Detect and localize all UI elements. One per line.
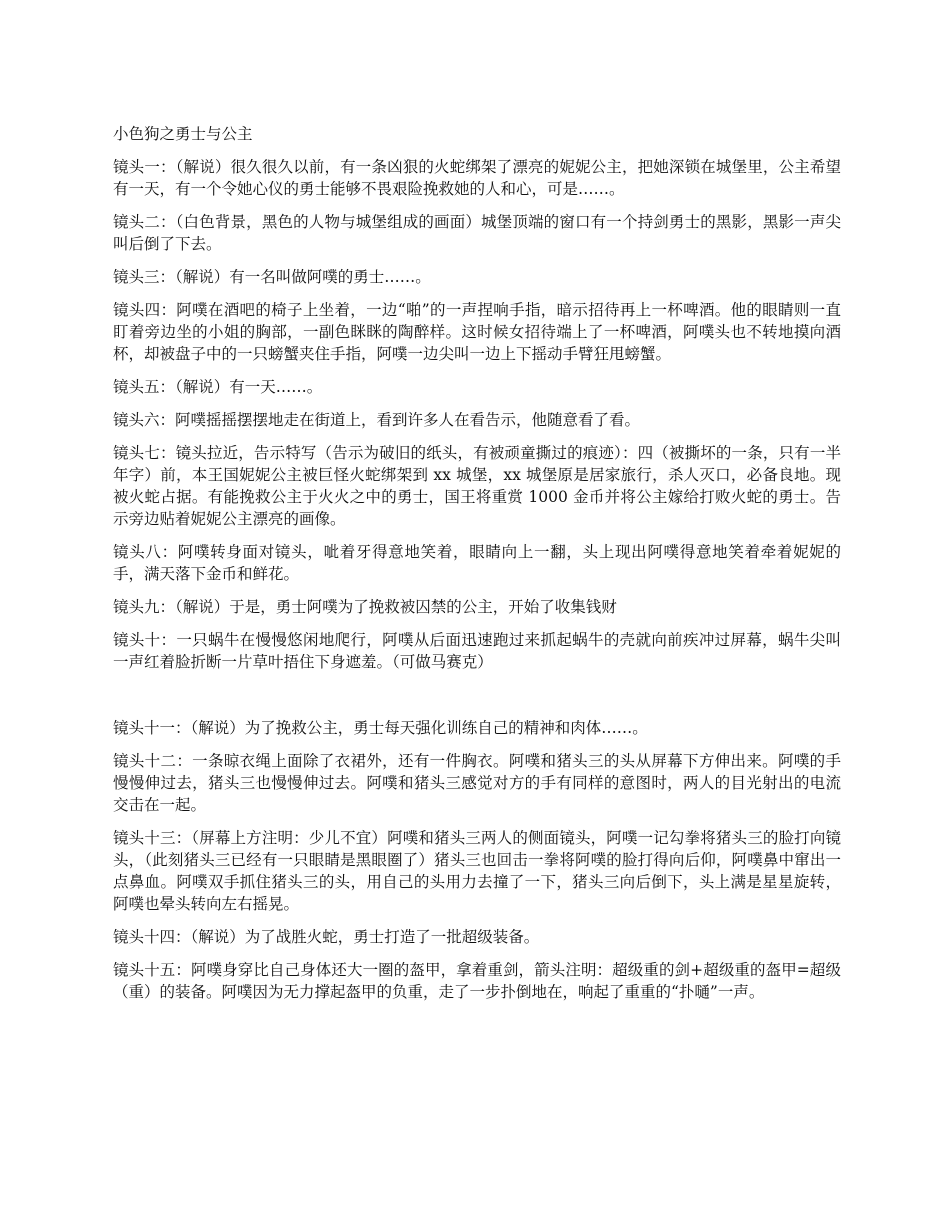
section-gap	[113, 684, 841, 717]
paragraph-shot-4: 镜头四：阿噗在酒吧的椅子上坐着，一边“啪”的一声捏响手指，暗示招待再上一杯啤酒。他的眼睛则一直盯着旁边坐的小姐的胸部，一副色眯眯的陶醉样。这时候女招待端上了一杯啤酒，阿噗头也不转地摸向酒杯，却被盘子中的一只螃蟹夹住手指，阿噗一边尖叫一边上下摇动手臂狂甩螃蟹。	[113, 301, 841, 363]
paragraph-shot-15: 镜头十五：阿噗身穿比自己身体还大一圈的盔甲，拿着重剑，箭头注明：超级重的剑+超级重的盔甲=超级（重）的装备。阿噗因为无力撑起盔甲的负重，走了一步扑倒地在，响起了重重的“扑嗵”一声。	[113, 961, 841, 1001]
paragraph-shot-9: 镜头九：（解说）于是，勇士阿噗为了挽救被囚禁的公主，开始了收集钱财	[113, 598, 617, 616]
paragraph-shot-6: 镜头六：阿噗摇摇摆摆地走在街道上，看到许多人在看告示，他随意看了看。	[113, 411, 641, 429]
paragraph-shot-7: 镜头七：镜头拉近，告示特写（告示为破旧的纸头，有被顽童撕过的痕迹）：四（被撕坏的一条，只有一半年字）前，本王国妮妮公主被巨怪火蛇绑架到 xx 城堡，xx 城堡原是居家旅行，杀人灭口，必备良地。现被火蛇占据。有能挽救公主于火火之中的勇士，国王将重赏 1000 金币并将公主嫁给打败火蛇的勇士。告示旁边贴着妮妮公主漂亮的画像。	[113, 444, 841, 528]
paragraph-shot-13: 镜头十三：（屏幕上方注明：少儿不宜）阿噗和猪头三两人的侧面镜头，阿噗一记勾拳将猪头三的脸打向镜头，（此刻猪头三已经有一只眼睛是黑眼圈了）猪头三也回击一拳将阿噗的脸打得向后仰，阿噗鼻中窜出一点鼻血。阿噗双手抓住猪头三的头，用自己的头用力去撞了一下，猪头三向后倒下，头上满是星星旋转，阿噗也晕头转向左右摇晃。	[113, 829, 841, 913]
paragraph-shot-10: 镜头十：一只蜗牛在慢慢悠闲地爬行，阿噗从后面迅速跑过来抓起蜗牛的壳就向前疾冲过屏幕，蜗牛尖叫一声红着脸折断一片草叶捂住下身遮羞。（可做马赛克）	[113, 631, 841, 671]
document-title: 小色狗之勇士与公主	[113, 125, 253, 143]
paragraph-shot-12: 镜头十二：一条晾衣绳上面除了衣裙外，还有一件胸衣。阿噗和猪头三的头从屏幕下方伸出来。阿噗的手慢慢伸过去，猪头三也慢慢伸过去。阿噗和猪头三感觉对方的手有同样的意图时，两人的目光射出的电流交击在一起。	[113, 752, 841, 814]
paragraph-shot-2: 镜头二：（白色背景，黑色的人物与城堡组成的画面）城堡顶端的窗口有一个持剑勇士的黑影，黑影一声尖叫后倒了下去。	[113, 213, 841, 253]
paragraph-shot-5: 镜头五：（解说）有一天……。	[113, 378, 323, 396]
paragraph-shot-11: 镜头十一：（解说）为了挽救公主，勇士每天强化训练自己的精神和肉体……。	[113, 719, 648, 737]
paragraph-shot-3: 镜头三：（解说）有一名叫做阿噗的勇士……。	[113, 268, 431, 286]
paragraph-shot-8: 镜头八：阿噗转身面对镜头，呲着牙得意地笑着，眼睛向上一翻，头上现出阿噗得意地笑着牵着妮妮的手，满天落下金币和鲜花。	[113, 543, 841, 583]
paragraph-shot-1: 镜头一：（解说）很久很久以前，有一条凶狠的火蛇绑架了漂亮的妮妮公主，把她深锁在城堡里，公主希望有一天，有一个令她心仪的勇士能够不畏艰险挽救她的人和心，可是……。	[113, 158, 841, 198]
document-page	[113, 123, 841, 1014]
paragraph-shot-14: 镜头十四：（解说）为了战胜火蛇，勇士打造了一批超级装备。	[113, 928, 540, 946]
